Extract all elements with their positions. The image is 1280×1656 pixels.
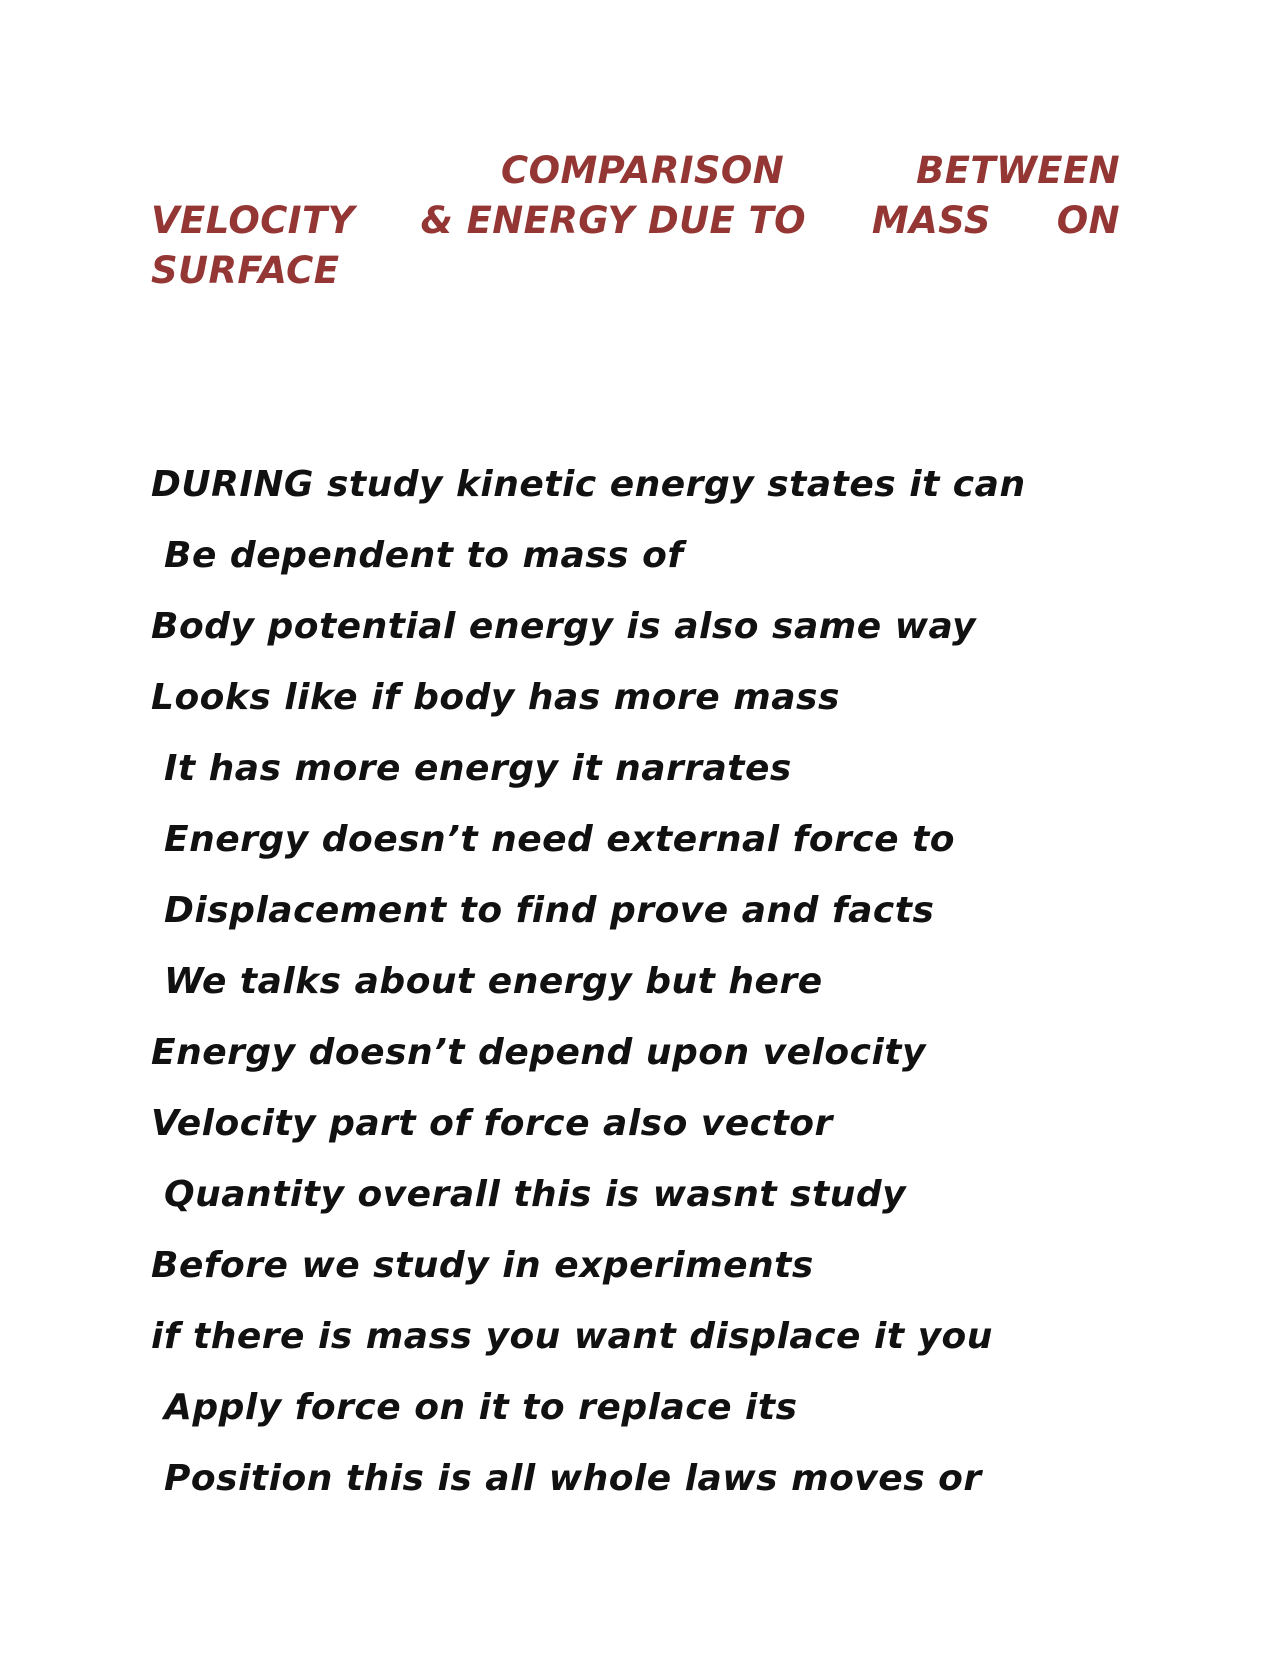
document-body [151,460,1026,1525]
body-line: Quantity overall this is wasnt study [151,1174,907,1215]
title-line-1 [151,146,1120,196]
title-line-2 [151,196,1120,246]
title-word: & ENERGY DUE TO [420,199,806,242]
body-line: Velocity part of force also vector [151,1103,833,1144]
body-line: Position this is all whole laws moves or [151,1458,982,1499]
title-word: BETWEEN [916,149,1120,192]
body-line: It has more energy it narrates [151,748,792,789]
body-line: Displacement to find prove and facts [151,890,935,931]
body-line: We talks about energy but here [151,961,823,1002]
body-line: Apply force on it to replace its [151,1387,798,1428]
title-word: VELOCITY [151,199,355,242]
body-line: Looks like if body has more mass [151,677,840,718]
body-line: DURING study kinetic energy states it can [151,464,1026,505]
title-word: MASS [871,199,991,242]
body-line: if there is mass you want displace it you [151,1316,993,1357]
title-line-3 [151,246,1120,296]
title-word: COMPARISON [501,149,785,192]
body-line: Before we study in experiments [151,1245,814,1286]
body-line: Body potential energy is also same way [151,606,977,647]
body-line: Energy doesn’t need external force to [151,819,956,860]
document-title [151,146,1120,296]
title-word: SURFACE [151,249,340,292]
title-word: ON [1056,199,1120,242]
body-line: Be dependent to mass of [151,535,684,576]
body-line: Energy doesn’t depend upon velocity [151,1032,926,1073]
